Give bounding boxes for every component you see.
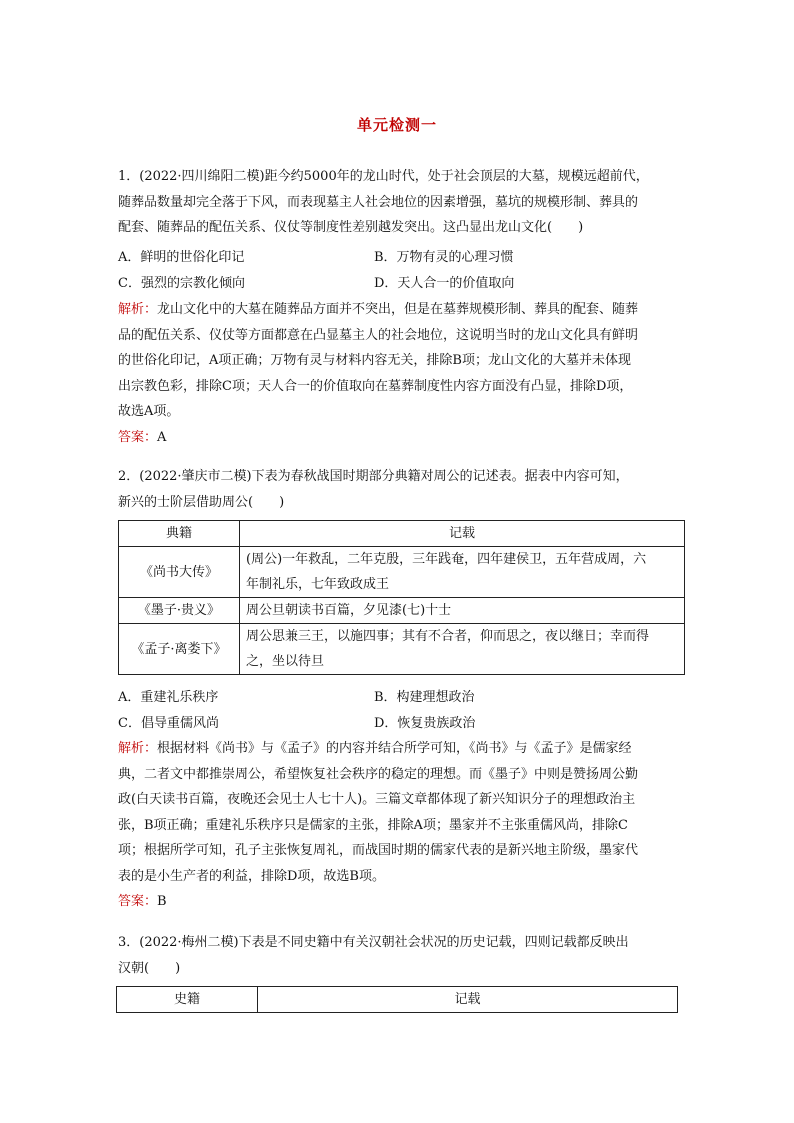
q2-analysis-line: 政(白天读书百篇，夜晚还会见士人七十人)。三篇文章都体现了新兴知识分子的理想政治主: [118, 792, 636, 807]
q3-record-table: [116, 986, 678, 1013]
table-cell-book: 《孟子·离娄下》: [119, 624, 240, 675]
table-cell-book: 《墨子·贵义》: [119, 598, 240, 624]
record-line: 之，坐以待旦: [246, 654, 325, 669]
q1-analysis-line: 故选A项。: [118, 404, 180, 419]
table-header-row: [117, 987, 678, 1013]
q1-analysis-line: 出宗教色彩，排除C项；天人合一的价值取向在墓葬制度性内容方面没有凸显，排除D项，: [118, 378, 633, 394]
q3-stem-line: 汉朝( ): [118, 960, 181, 976]
q2-analysis-line: 项；根据所学可知，孔子主张恢复周礼，而战国时期的儒家代表的是新兴地主阶级，墨家代: [118, 843, 639, 858]
table-header-cell: 史籍: [117, 987, 258, 1013]
question-1-analysis: [118, 297, 684, 450]
q1-analysis-line: 的世俗化印记，A项正确；万物有灵与材料内容无关，排除B项；龙山文化的大墓并未体现: [118, 353, 631, 368]
q1-option-a: A．鲜明的世俗化印记: [118, 250, 245, 265]
table-header-cell: 记载: [258, 987, 678, 1013]
question-1-options: [118, 245, 684, 296]
table-cell-record: [240, 547, 685, 598]
question-2-options: [118, 685, 684, 736]
table-row: [119, 547, 685, 598]
record-line: 周公旦朝读书百篇，夕见漆(七)十士: [246, 603, 452, 618]
table-header-row: [119, 521, 685, 547]
q2-option-c: C．倡导重儒风尚: [118, 715, 219, 731]
q2-option-b: B．构建理想政治: [374, 690, 475, 705]
q1-stem-line: 配套、随葬品的配伍关系、仪仗等制度性差别越发突出。这凸显出龙山文化( ): [118, 220, 584, 235]
q1-answer-label: 答案：: [118, 429, 158, 445]
q1-analysis-line: 龙山文化中的大墓在随葬品方面并不突出，但是在墓葬规模形制、葬具的配套、随葬: [157, 302, 639, 317]
q2-answer: B: [157, 894, 167, 909]
q1-analysis-line: 品的配伍关系、仪仗等方面都意在凸显墓主人的社会地位，这说明当时的龙山文化具有鲜明: [118, 327, 639, 343]
q2-option-a: A．重建礼乐秩序: [118, 690, 219, 705]
q2-option-d: D．恢复贵族政治: [374, 715, 476, 731]
table-cell-record: [240, 624, 685, 675]
table-cell-book: 《尚书大传》: [119, 547, 240, 598]
q2-stem-line: 新兴的士阶层借助周公( ): [118, 494, 285, 510]
q1-analysis-label: 解析：: [118, 302, 158, 317]
q2-analysis-label: 解析：: [118, 741, 158, 756]
q1-answer: A: [157, 429, 167, 445]
table-row: [119, 598, 685, 624]
q2-record-table: [118, 520, 685, 675]
q2-analysis-line: 典，二者文中都推崇周公，希望恢复社会秩序的稳定的理想。而《墨子》中则是赞扬周公勤: [118, 766, 639, 782]
question-1-stem: [118, 164, 684, 241]
q1-stem-line: 随葬品数量却完全落于下风，而表现墓主人社会地位的因素增强，墓坑的规模形制、葬具的: [118, 194, 639, 210]
q2-analysis-line: 表的是小生产者的利益，排除D项，故选B项。: [118, 868, 385, 884]
table-header-cell: 记载: [240, 521, 685, 547]
q3-stem-line: 3．(2022·梅州二模)下表是不同史籍中有关汉朝社会状况的历史记载，四则记载都反映出: [118, 935, 629, 950]
record-line: 年制礼乐，七年致政成王: [246, 577, 390, 592]
record-line: (周公)一年救乱，二年克殷，三年践奄，四年建侯卫，五年营成周，六: [246, 552, 647, 567]
q1-option-d: D．天人合一的价值取向: [374, 275, 515, 291]
record-line: 周公思兼三王，以施四事；其有不合者，仰而思之，夜以继日；幸而得: [246, 629, 650, 644]
q1-option-c: C．强烈的宗教化倾向: [118, 275, 245, 291]
table-header-cell: 典籍: [119, 521, 240, 547]
page-title: 单元检测一: [356, 116, 437, 134]
table-row: [119, 624, 685, 675]
q2-stem-line: 2．(2022·肇庆市二模)下表为春秋战国时期部分典籍对周公的记述表。据表中内容可知，: [118, 469, 629, 484]
question-2-analysis: [118, 736, 684, 915]
q2-answer-label: 答案：: [118, 894, 158, 909]
q2-analysis-line: 根据材料《尚书》与《孟子》的内容并结合所学可知，《尚书》与《孟子》是儒家经: [157, 741, 632, 756]
table-cell-record: [240, 598, 685, 624]
q2-analysis-line: 张，B项正确；重建礼乐秩序只是儒家的主张，排除A项；墨家并不主张重儒风尚，排除C: [118, 817, 628, 833]
question-2-stem: [118, 464, 684, 515]
q1-option-b: B．万物有灵的心理习惯: [374, 250, 514, 265]
q1-stem-line: 1．(2022·四川绵阳二模)距今约5000年的龙山时代，处于社会顶层的大墓，规模远超前代，: [118, 169, 649, 184]
question-3-stem: [118, 930, 684, 981]
